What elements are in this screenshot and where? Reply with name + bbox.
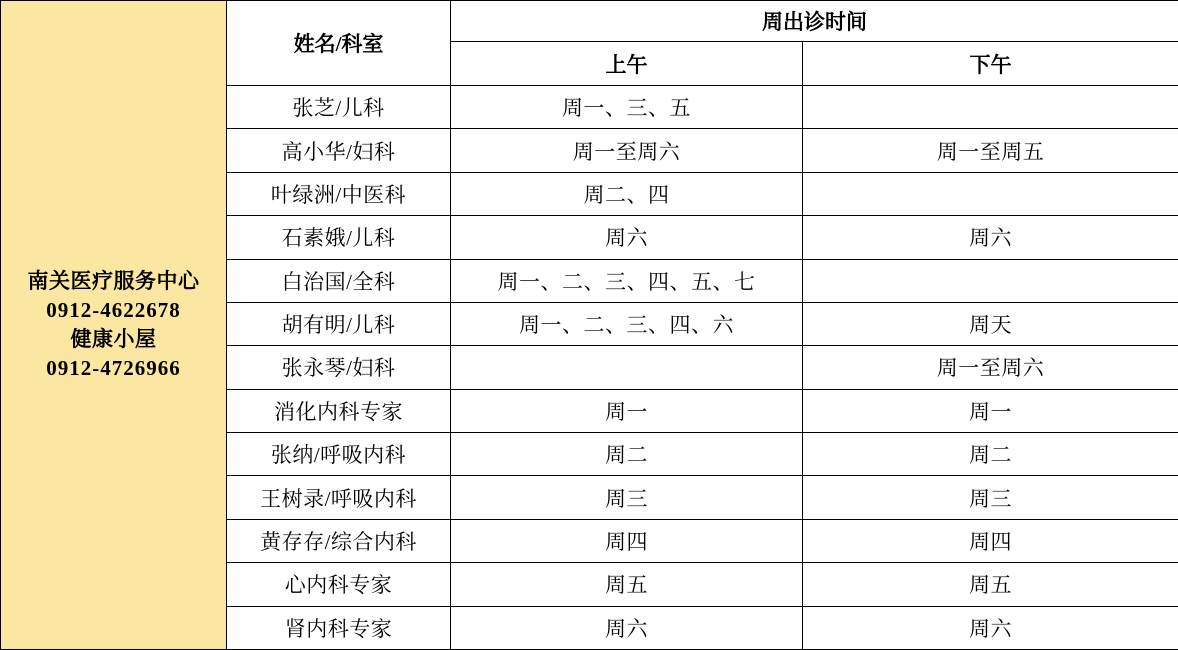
health-hut-name: 健康小屋 [70,327,157,351]
morning-schedule: 周一、三、五 [451,86,803,129]
morning-schedule: 周二、四 [451,172,803,215]
schedule-table-wrapper [226,0,1178,650]
table-header [227,1,1178,86]
table-row [227,389,1178,432]
doctor-name-dept: 张芝/儿科 [227,86,451,129]
header-name-dept: 姓名/科室 [227,1,451,86]
clinic-info-panel [0,0,226,650]
afternoon-schedule [803,172,1178,215]
afternoon-schedule: 周天 [803,302,1178,345]
table-row [227,129,1178,172]
afternoon-schedule: 周一至周六 [803,346,1178,389]
header-afternoon: 下午 [803,42,1178,86]
morning-schedule: 周五 [451,563,803,606]
doctor-name-dept: 消化内科专家 [227,389,451,432]
morning-schedule: 周一至周六 [451,129,803,172]
morning-schedule: 周一 [451,389,803,432]
table-row [227,302,1178,345]
doctor-name-dept: 叶绿洲/中医科 [227,172,451,215]
doctor-name-dept: 高小华/妇科 [227,129,451,172]
clinic-phone-1: 0912-4622678 [46,298,181,322]
doctor-name-dept: 张纳/呼吸内科 [227,433,451,476]
morning-schedule: 周四 [451,519,803,562]
header-row-top [227,1,1178,42]
doctor-name-dept: 胡有明/儿科 [227,302,451,345]
table-row [227,606,1178,650]
table-row [227,563,1178,606]
afternoon-schedule: 周二 [803,433,1178,476]
afternoon-schedule: 周六 [803,216,1178,259]
doctor-name-dept: 肾内科专家 [227,606,451,650]
doctor-name-dept: 石素娥/儿科 [227,216,451,259]
table-row [227,172,1178,215]
morning-schedule: 周一、二、三、四、五、七 [451,259,803,302]
morning-schedule: 周一、二、三、四、六 [451,302,803,345]
afternoon-schedule [803,86,1178,129]
table-row [227,216,1178,259]
afternoon-schedule [803,259,1178,302]
doctor-name-dept: 黄存存/综合内科 [227,519,451,562]
table-row [227,86,1178,129]
clinic-name: 南关医疗服务中心 [27,269,200,293]
afternoon-schedule: 周六 [803,606,1178,650]
table-row [227,259,1178,302]
schedule-table [226,0,1178,650]
table-body [227,86,1178,650]
afternoon-schedule: 周一 [803,389,1178,432]
table-row [227,433,1178,476]
doctor-name-dept: 王树录/呼吸内科 [227,476,451,519]
header-morning: 上午 [451,42,803,86]
table-row [227,519,1178,562]
table-row [227,476,1178,519]
afternoon-schedule: 周三 [803,476,1178,519]
morning-schedule: 周六 [451,216,803,259]
clinic-phone-2: 0912-4726966 [46,356,181,380]
doctor-name-dept: 心内科专家 [227,563,451,606]
doctor-name-dept: 张永琴/妇科 [227,346,451,389]
morning-schedule: 周六 [451,606,803,650]
morning-schedule: 周二 [451,433,803,476]
morning-schedule [451,346,803,389]
doctor-name-dept: 白治国/全科 [227,259,451,302]
table-row [227,346,1178,389]
header-week-schedule: 周出诊时间 [451,1,1178,42]
afternoon-schedule: 周五 [803,563,1178,606]
afternoon-schedule: 周四 [803,519,1178,562]
morning-schedule: 周三 [451,476,803,519]
afternoon-schedule: 周一至周五 [803,129,1178,172]
